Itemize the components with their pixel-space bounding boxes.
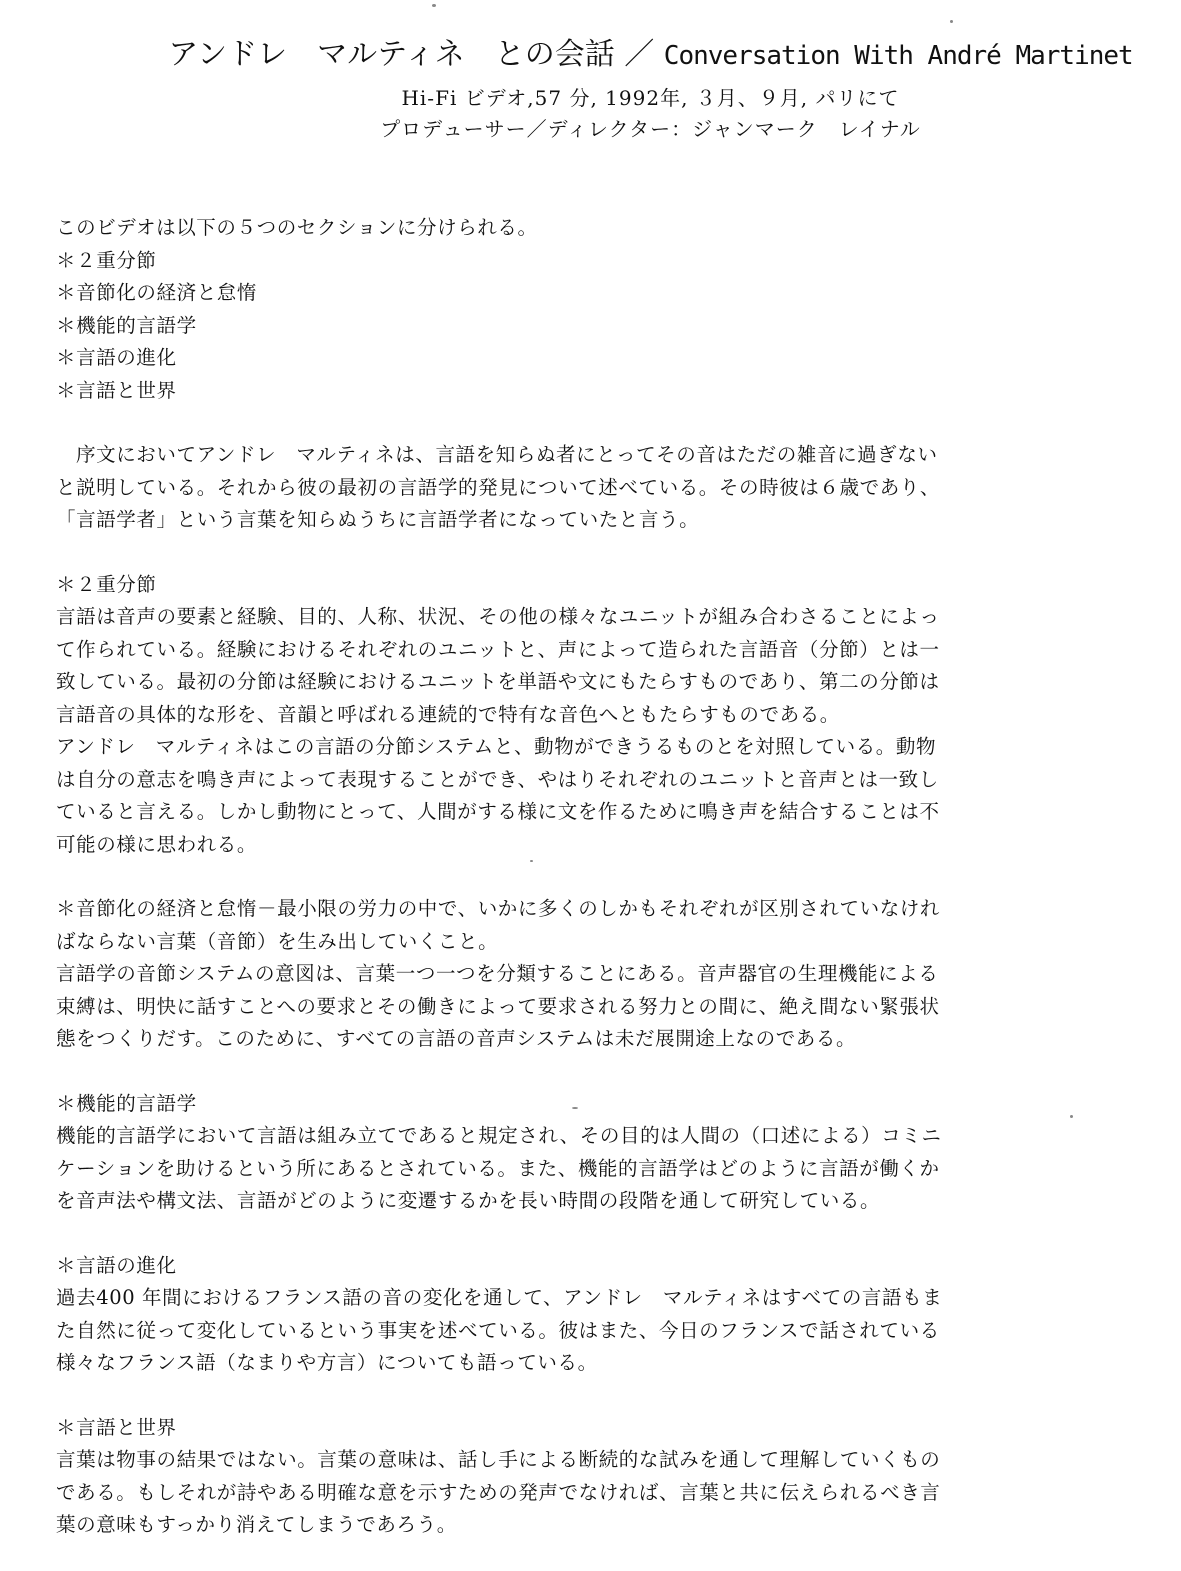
paragraph-line: 言語学の音節システムの意図は、言葉一つ一つを分類することにある。音声器官の生理機能による bbox=[56, 962, 939, 985]
document-body bbox=[56, 212, 1096, 1542]
section-heading: ＊言語の進化 bbox=[56, 1253, 177, 1277]
title-english: Conversation With André Martinet bbox=[663, 41, 1133, 71]
section-heading: ＊言語と世界 bbox=[56, 1415, 177, 1439]
title-japanese: アンドレ マルティネ との会話 bbox=[168, 37, 615, 72]
section-list-item: ＊言語と世界 bbox=[56, 378, 177, 402]
paragraph-line: 言語音の具体的な形を、音韻と呼ばれる連続的で特有な音色へともたらすものである。 bbox=[56, 702, 840, 726]
document-title bbox=[0, 28, 1181, 83]
document-header bbox=[0, 28, 1181, 145]
paragraph-line: ていると言える。しかし動物にとって、人間がする様に文を作るために鳴き声を結合することは不 bbox=[56, 800, 940, 823]
intro-lead: このビデオは以下の５つのセクションに分けられる。 bbox=[56, 216, 538, 239]
paragraph-line: た自然に従って変化しているという事実を述べている。彼はまた、今日のフランスで話されている bbox=[56, 1318, 940, 1342]
section-list-item: ＊言語の進化 bbox=[56, 346, 177, 369]
paragraph-line: 可能の様に思われる。 bbox=[56, 832, 258, 856]
section-heading: ＊２重分節 bbox=[56, 572, 157, 596]
section-economy bbox=[56, 893, 1096, 1056]
paragraph-line: 言語は音声の要素と経験、目的、人称、状況、その他の様々なユニットが組み合わさることによっ bbox=[56, 605, 940, 628]
paragraph-line: アンドレ マルティネはこの言語の分節システムと、動物ができうるものとを対照している。動物 bbox=[56, 735, 937, 758]
paragraph-line: 様々なフランス語（なまりや方言）についても語っている。 bbox=[56, 1351, 598, 1374]
section-list-item: ＊２重分節 bbox=[56, 248, 157, 272]
paragraph-line: 機能的言語学において言語は組み立てであると規定され、その目的は人間の（口述による）コミニ bbox=[56, 1124, 942, 1147]
paragraph-line: て作られている。経験におけるそれぞれのユニットと、声によって造られた言語音（分節）とは一 bbox=[56, 637, 940, 661]
intro-block bbox=[56, 212, 1096, 407]
paragraph-line: 序文においてアンドレ マルティネは、言語を知らぬ者にとってその音はただの雑音に過ぎない bbox=[76, 443, 938, 466]
paragraph-line: は自分の意志を鳴き声によって表現することができ、やはりそれぞれのユニットと音声とは一致し bbox=[56, 767, 939, 791]
title-separator: ／ bbox=[624, 37, 655, 72]
paragraph-line: 葉の意味もすっかり消えてしまうであろう。 bbox=[56, 1513, 457, 1536]
section-list-item: ＊機能的言語学 bbox=[56, 313, 197, 337]
paragraph-line: ＊音節化の経済と怠惰－最小限の労力の中で、いかに多くのしかもそれぞれが区別されていなけれ bbox=[56, 897, 941, 920]
producer-credit: プロデューサー／ディレクター：ジャンマーク レイナル bbox=[380, 117, 921, 141]
scan-speck bbox=[530, 860, 533, 862]
section-language-and-world bbox=[56, 1412, 1096, 1542]
paragraph-line: 態をつくりだす。このために、すべての言語の音声システムは未だ展開途上なのである。 bbox=[56, 1027, 857, 1050]
paragraph-line: ケーションを助けるという所にあるとされている。また、機能的言語学はどのように言語が働くか bbox=[56, 1156, 940, 1180]
paragraph-line: である。もしそれが詩やある明確な意を示すための発声でなければ、言葉と共に伝えられるべき言 bbox=[56, 1480, 941, 1504]
paragraph-line: と説明している。それから彼の最初の言語学的発見について述べている。その時彼は６歳であり、 bbox=[56, 475, 941, 499]
scan-speck bbox=[572, 1107, 578, 1109]
scan-speck bbox=[950, 20, 953, 23]
section-language-evolution bbox=[56, 1250, 1096, 1380]
paragraph-line: ばならない言葉（音節）を生み出していくこと。 bbox=[56, 929, 499, 953]
scan-speck bbox=[1070, 1115, 1073, 1118]
paragraph-line: 過去400 年間におけるフランス語の音の変化を通して、アンドレ マルティネはすべての言語もま bbox=[56, 1286, 943, 1309]
paragraph-line: 言葉は物事の結果ではない。言葉の意味は、話し手による断続的な試みを通して理解していくもの bbox=[56, 1448, 941, 1471]
preface-paragraph bbox=[56, 439, 1096, 537]
section-double-articulation bbox=[56, 569, 1096, 862]
section-heading: ＊機能的言語学 bbox=[56, 1091, 197, 1115]
section-list-item: ＊音節化の経済と怠惰 bbox=[56, 281, 258, 304]
paragraph-line: 致している。最初の分節は経験におけるユニットを単語や文にもたらすものであり、第二の分節は bbox=[56, 670, 940, 693]
paragraph-line: 束縛は、明快に話すことへの要求とその働きによって要求される努力との間に、絶え間ない緊張状 bbox=[56, 994, 940, 1018]
paragraph-line: を音声法や構文法、言語がどのように変遷するかを長い時間の段階を通して研究している。 bbox=[56, 1189, 881, 1212]
scan-speck bbox=[432, 4, 436, 7]
paragraph-line: 「言語学者」という言葉を知らぬうちに言語学者になっていたと言う。 bbox=[56, 508, 700, 531]
video-info: Hi-Fi ビデオ,57 分, 1992年, ３月、９月, パリにて bbox=[401, 86, 900, 110]
